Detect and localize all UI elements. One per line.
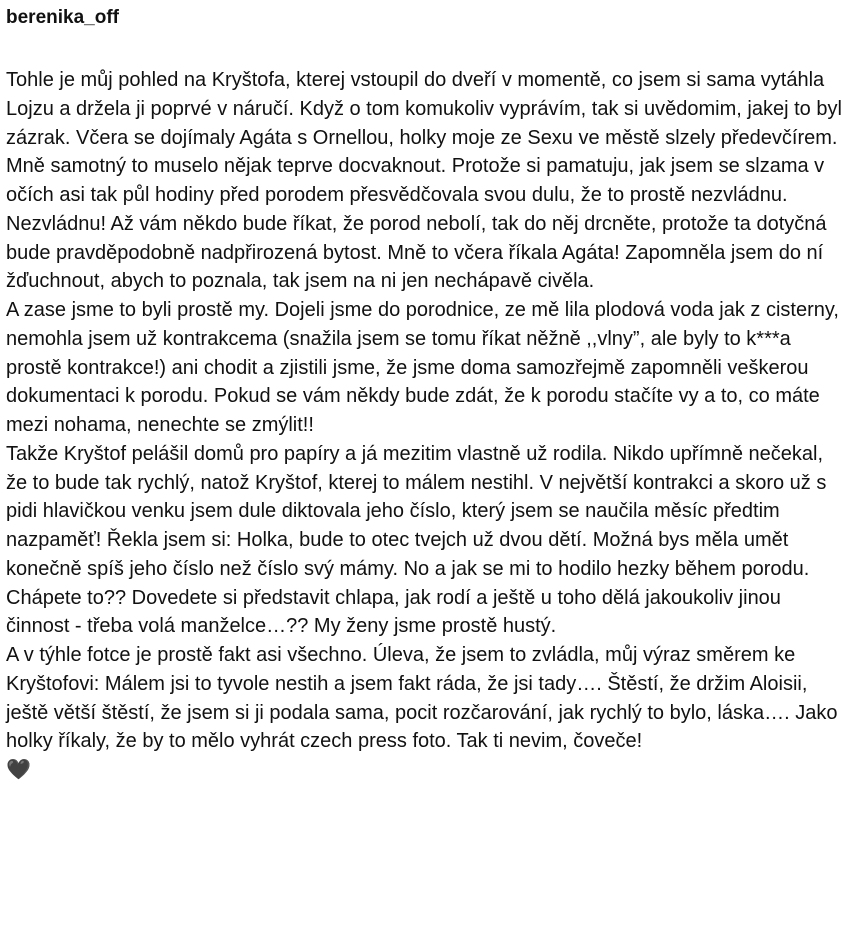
post-caption <box>6 66 848 785</box>
caption-paragraph: A zase jsme to byli prostě my. Dojeli jsme do porodnice, ze mě lila plodová voda jak z cisterny, nemohla jsem už kontrakcema (snažila jsem se tomu říkat něžně ,,vlny”, ale byly to k***a prostě kontrakce!) ani chodit a zjistili jsme, že jsme doma samozřejmě zapomněli veškerou dokumentaci k porodu. Pokud se vám někdy bude zdát, že k porodu stačíte vy a to, co máte mezi nohama, nenechte se zmýlit!! <box>6 299 845 436</box>
caption-paragraph: Takže Kryštof pelášil domů pro papíry a já mezitim vlastně už rodila. Nikdo upřímně nečekal, že to bude tak rychlý, natož Kryštof, kterej to málem nestihl. V největší kontrakci a skoro už s pidi hlavičkou venku jsem dule diktovala jeho číslo, který jsem se naučila měsíc předtim nazpaměť! Řekla jsem si: Holka, bude to otec tvejch už dvou dětí. Možná bys měla umět konečně spíš jeho číslo než číslo svý mámy. No a jak se mi to hodilo hezky během porodu. Chápete to?? Dovedete si představit chlapa, jak rodí a ještě u toho dělá jakoukoliv jinou činnost - třeba volá manželce…?? My ženy jsme prostě hustý. <box>6 442 832 638</box>
black-heart-icon: 🖤 <box>6 759 31 781</box>
caption-paragraph: A v týhle fotce je prostě fakt asi všechno. Úleva, že jsem to zvládla, můj výraz směrem ke Kryštofovi: Málem jsi to tyvole nestih a jsem fakt ráda, že jsi tady…. Štěstí, že držim Aloisii, ještě větší štěstí, že jsem si ji podala sama, pocit rozčarování, jak rychlý to bylo, láska…. Jako holky říkaly, že by to mělo vyhrát czech press foto. Tak ti nevim, čoveče! <box>6 644 844 753</box>
post-author-username[interactable]: berenika_off <box>6 7 119 28</box>
caption-paragraph: Tohle je můj pohled na Kryštofa, kterej vstoupil do dveří v momentě, co jsem si sama vytáhla Lojzu a držela ji poprvé v náručí. Když o tom komukoliv vyprávím, tak si uvědomim, jakej to byl zázrak. Včera se dojímaly Agáta s Ornellou, holky moje ze Sexu ve městě slzely předevčírem. Mně samotný to muselo nějak teprve docvaknout. Protože si pamatuju, jak jsem se slzama v očích asi tak půl hodiny před porodem přesvědčovala svou dulu, že to prostě nezvládnu. Nezvládnu! Až vám někdo bude říkat, že porod nebolí, tak do něj drcněte, protože ta dotyčná bude pravděpodobně nadpřirozená bytost. Mně to včera říkala Agáta! Zapomněla jsem do ní žďuchnout, abych to poznala, tak jsem na ni jen nechápavě civěla. <box>6 69 848 293</box>
